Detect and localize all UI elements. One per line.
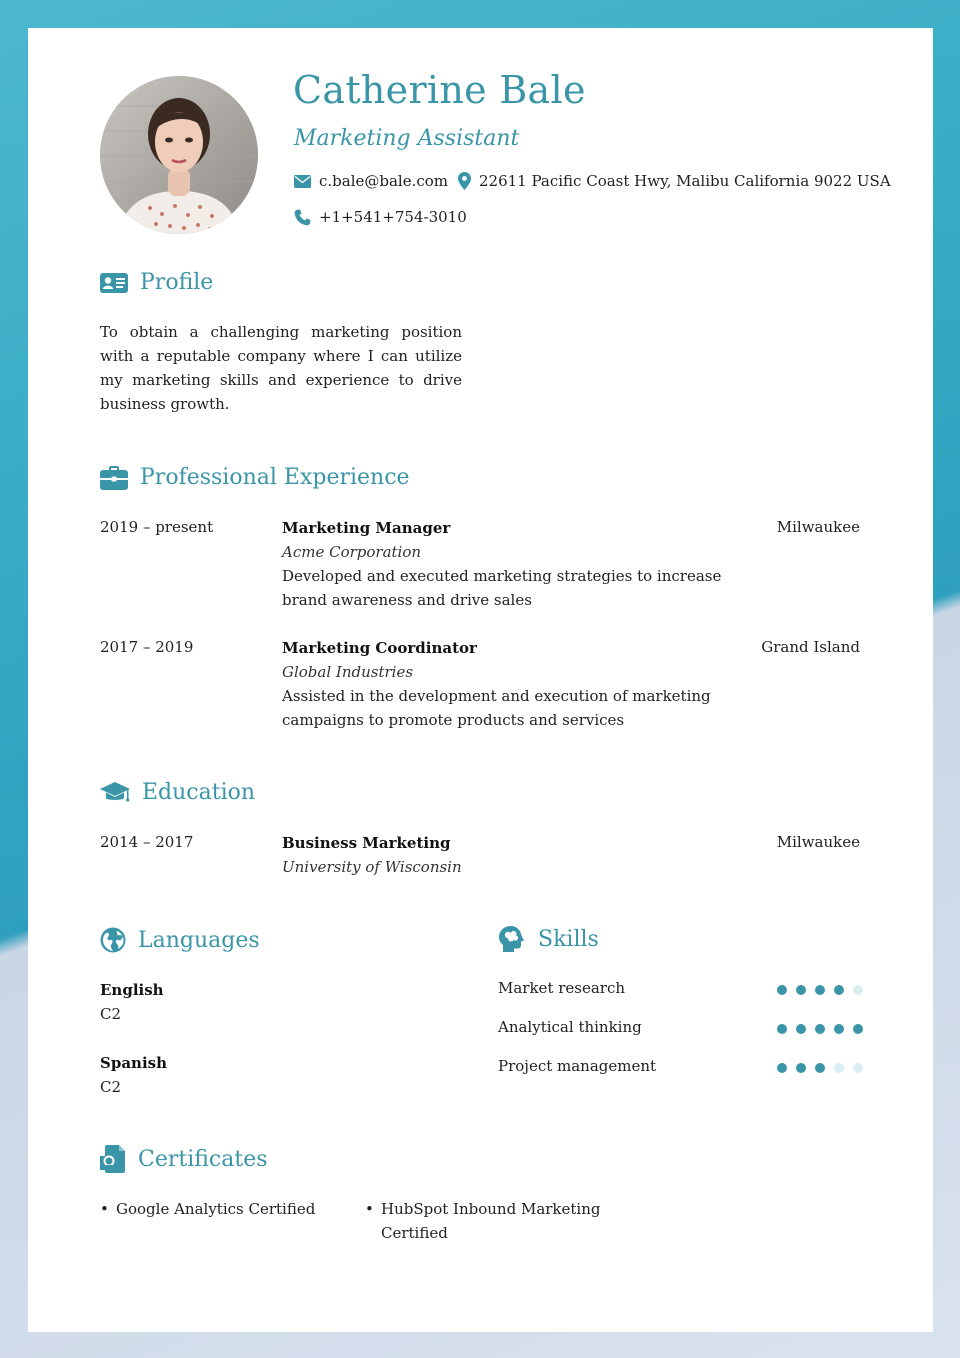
rating-dot-empty [834, 1063, 844, 1073]
education-1-entry [282, 831, 752, 879]
email-text: c.bale@bale.com [319, 172, 449, 190]
rating-dot-filled [796, 1063, 806, 1073]
address-text: 22611 Pacific Coast Hwy, Malibu California 9022 USA [479, 172, 891, 190]
email-contact[interactable] [294, 172, 448, 190]
phone-icon [294, 209, 311, 226]
skill-rating [777, 985, 863, 995]
experience-2-company: Global Industries [282, 663, 414, 681]
language-name: Spanish [100, 1054, 167, 1072]
resume-page [28, 28, 933, 1332]
address-contact [458, 172, 891, 190]
experience-2-entry [282, 636, 752, 732]
section-title-education-label: Education [142, 780, 256, 805]
rating-dot-filled [853, 1024, 863, 1034]
section-title-skills [498, 926, 599, 952]
experience-1-location: Milwaukee [776, 518, 860, 536]
language-item [100, 978, 164, 1026]
avatar [100, 76, 258, 234]
certificate-item [365, 1197, 605, 1245]
education-1-location: Milwaukee [776, 833, 860, 851]
language-level: C2 [100, 1078, 122, 1096]
skill-name: Market research [498, 979, 626, 997]
candidate-role: Marketing Assistant [294, 126, 520, 151]
section-title-certificates [100, 1145, 268, 1173]
certificate-name: HubSpot Inbound Marketing Certified [381, 1200, 601, 1242]
rating-dot-filled [777, 985, 787, 995]
language-name: English [100, 981, 164, 999]
skill-rating [777, 1024, 863, 1034]
rating-dot-filled [815, 1024, 825, 1034]
education-1-dates: 2014 – 2017 [100, 833, 194, 851]
envelope-icon [294, 175, 311, 188]
section-title-skills-label: Skills [538, 926, 599, 952]
rating-dot-filled [834, 1024, 844, 1034]
language-level: C2 [100, 1005, 122, 1023]
section-title-profile-label: Profile [140, 270, 214, 295]
experience-1-dates: 2019 – present [100, 518, 214, 536]
rating-dot-filled [815, 1063, 825, 1073]
phone-text: +1+541+754-3010 [319, 208, 467, 226]
section-title-certificates-label: Certificates [138, 1146, 268, 1172]
certificate-icon [100, 1145, 126, 1173]
rating-dot-filled [777, 1063, 787, 1073]
section-title-experience [100, 465, 410, 490]
education-1-school: University of Wisconsin [282, 858, 462, 876]
rating-dot-filled [796, 1024, 806, 1034]
experience-2-location: Grand Island [761, 638, 860, 656]
globe-icon [100, 927, 126, 953]
experience-2-description: Assisted in the development and execution of marketing campaigns to promote products and services [282, 687, 711, 729]
experience-1-company: Acme Corporation [282, 543, 422, 561]
section-title-profile [100, 270, 213, 295]
experience-2-title: Marketing Coordinator [282, 639, 477, 657]
rating-dot-filled [834, 985, 844, 995]
id-card-icon [100, 272, 128, 294]
language-item [100, 1051, 167, 1099]
candidate-name: Catherine Bale [293, 68, 586, 112]
rating-dot-filled [815, 985, 825, 995]
section-title-education [100, 780, 255, 805]
section-title-languages [100, 927, 260, 953]
experience-1-title: Marketing Manager [282, 519, 451, 537]
rating-dot-filled [796, 985, 806, 995]
certificate-name: Google Analytics Certified [116, 1200, 316, 1218]
skill-rating [777, 1063, 863, 1073]
rating-dot-empty [853, 1063, 863, 1073]
education-1-degree: Business Marketing [282, 834, 451, 852]
certificate-item [100, 1197, 340, 1221]
briefcase-icon [100, 466, 128, 490]
experience-1-entry [282, 516, 752, 612]
rating-dot-filled [777, 1024, 787, 1034]
head-brain-icon [498, 926, 526, 952]
experience-1-description: Developed and executed marketing strategies to increase brand awareness and drive sales [282, 567, 722, 609]
map-pin-icon [458, 172, 471, 190]
portrait-photo [100, 76, 258, 234]
bullet: • [100, 1200, 109, 1218]
section-title-experience-label: Professional Experience [140, 465, 410, 490]
phone-contact[interactable] [294, 208, 467, 226]
bullet: • [365, 1200, 374, 1218]
skill-name: Project management [498, 1057, 657, 1075]
rating-dot-empty [853, 985, 863, 995]
graduation-cap-icon [100, 782, 130, 804]
skill-name: Analytical thinking [498, 1018, 642, 1036]
section-title-languages-label: Languages [138, 927, 260, 953]
experience-2-dates: 2017 – 2019 [100, 638, 194, 656]
profile-text: To obtain a challenging marketing position with a reputable company where I can utilize my marketing skills and experience to drive business growth. [100, 323, 462, 413]
